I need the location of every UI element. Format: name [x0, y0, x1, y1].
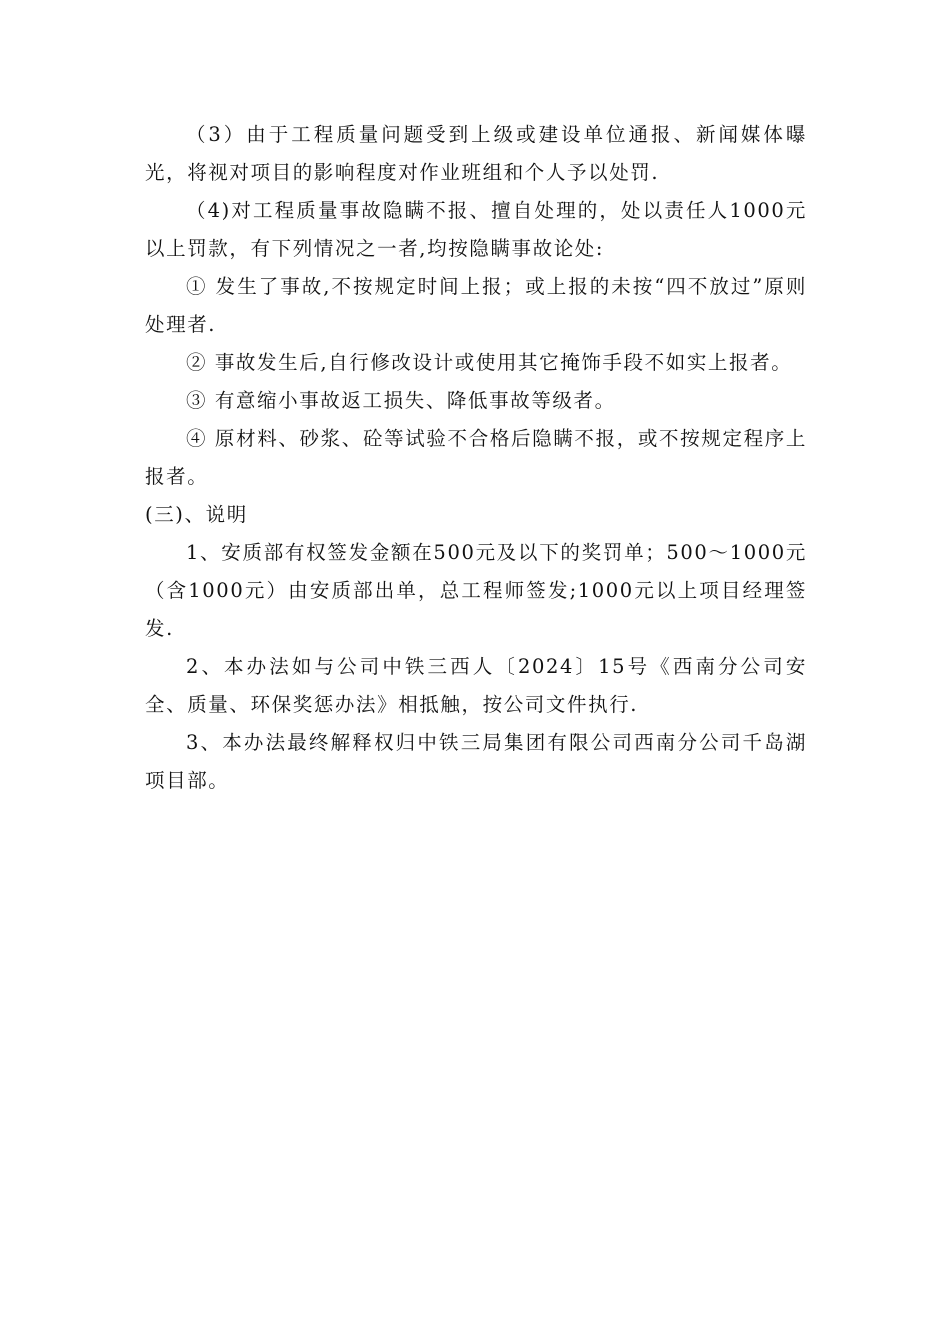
section-heading-explanation: (三)、说明	[145, 503, 248, 526]
paragraph-case-1: ① 发生了事故,不按规定时间上报；或上报的未按“四不放过”原则处理者.	[145, 275, 807, 336]
note-3: 3、本办法最终解释权归中铁三局集团有限公司西南分公司千岛湖项目部。	[145, 731, 807, 792]
paragraph-penalty-4: （4)对工程质量事故隐瞒不报、擅自处理的，处以责任人1000元以上罚款，有下列情况之一者,均按隐瞒事故论处:	[145, 199, 807, 260]
document-body	[145, 116, 807, 800]
paragraph-case-3: ③ 有意缩小事故返工损失、降低事故等级者。	[185, 389, 616, 412]
paragraph-penalty-3: （3）由于工程质量问题受到上级或建设单位通报、新闻媒体曝光，将视对项目的影响程度对作业班组和个人予以处罚.	[145, 123, 807, 184]
note-1: 1、安质部有权签发金额在500元及以下的奖罚单；500～1000元（含1000元）由安质部出单，总工程师签发;1000元以上项目经理签发.	[145, 541, 807, 640]
paragraph-case-2: ② 事故发生后,自行修改设计或使用其它掩饰手段不如实上报者。	[185, 351, 793, 374]
paragraph-case-4: ④ 原材料、砂浆、砼等试验不合格后隐瞒不报，或不按规定程序上报者。	[145, 427, 807, 488]
note-2: 2、本办法如与公司中铁三西人〔2024〕15号《西南分公司安全、质量、环保奖惩办法》相抵触，按公司文件执行.	[145, 655, 807, 716]
